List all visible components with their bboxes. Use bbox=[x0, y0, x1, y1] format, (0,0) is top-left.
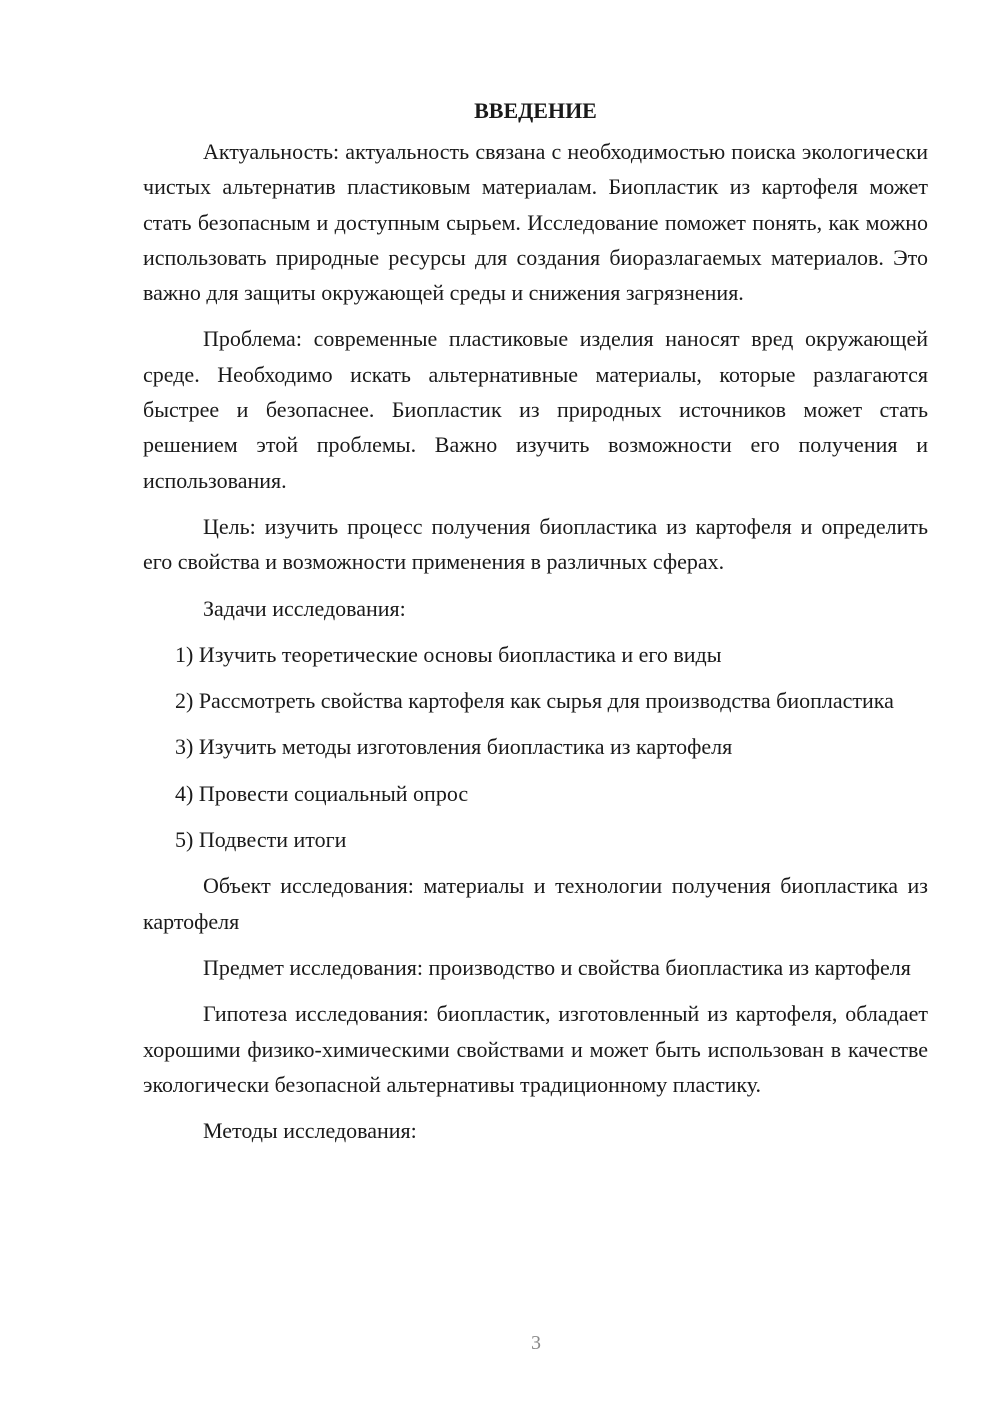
task-item: 5) Подвести итоги bbox=[175, 827, 347, 853]
document-page bbox=[143, 94, 928, 1148]
task-item: 2) Рассмотреть свойства картофеля как сырья для производства биопластика bbox=[175, 688, 894, 714]
task-item: 3) Изучить методы изготовления биопластика из картофеля bbox=[175, 734, 733, 760]
page-title: ВВЕДЕНИЕ bbox=[474, 98, 597, 123]
tasks-heading: Задачи исследования: bbox=[203, 595, 406, 621]
page-number: 3 bbox=[531, 1332, 541, 1354]
subject-paragraph: Предмет исследования: производство и свойства биопластика из картофеля bbox=[203, 954, 911, 980]
object-paragraph: Объект исследования: материалы и технологии получения биопластика из картофеля bbox=[143, 873, 928, 934]
relevance-paragraph: Актуальность: актуальность связана с необходимостью поиска экологически чистых альтернатив пластиковым материалам. Биопластик из картофеля может стать безопасным и доступным сырьем. Исследование поможет понять, как можно использовать природные ресурсы для создания биоразлагаемых материалов. Это важно для защиты окружающей среды и снижения загрязнения. bbox=[143, 139, 928, 306]
hypothesis-paragraph: Гипотеза исследования: биопластик, изготовленный из картофеля, обладает хорошими физико-химическими свойствами и может быть использован в качестве экологически безопасной альтернативы традиционному пластику. bbox=[143, 1001, 928, 1097]
problem-paragraph: Проблема: современные пластиковые изделия наносят вред окружающей среде. Необходимо искать альтернативные материалы, которые разлагаются быстрее и безопаснее. Биопластик из природных источников может стать решением этой проблемы. Важно изучить возможности его получения и использования. bbox=[143, 326, 928, 493]
goal-paragraph: Цель: изучить процесс получения биопластика из картофеля и определить его свойства и возможности применения в различных сферах. bbox=[143, 513, 928, 575]
methods-heading: Методы исследования: bbox=[203, 1118, 417, 1144]
task-item: 4) Провести социальный опрос bbox=[175, 780, 469, 806]
task-item: 1) Изучить теоретические основы биопластика и его виды bbox=[175, 641, 722, 667]
